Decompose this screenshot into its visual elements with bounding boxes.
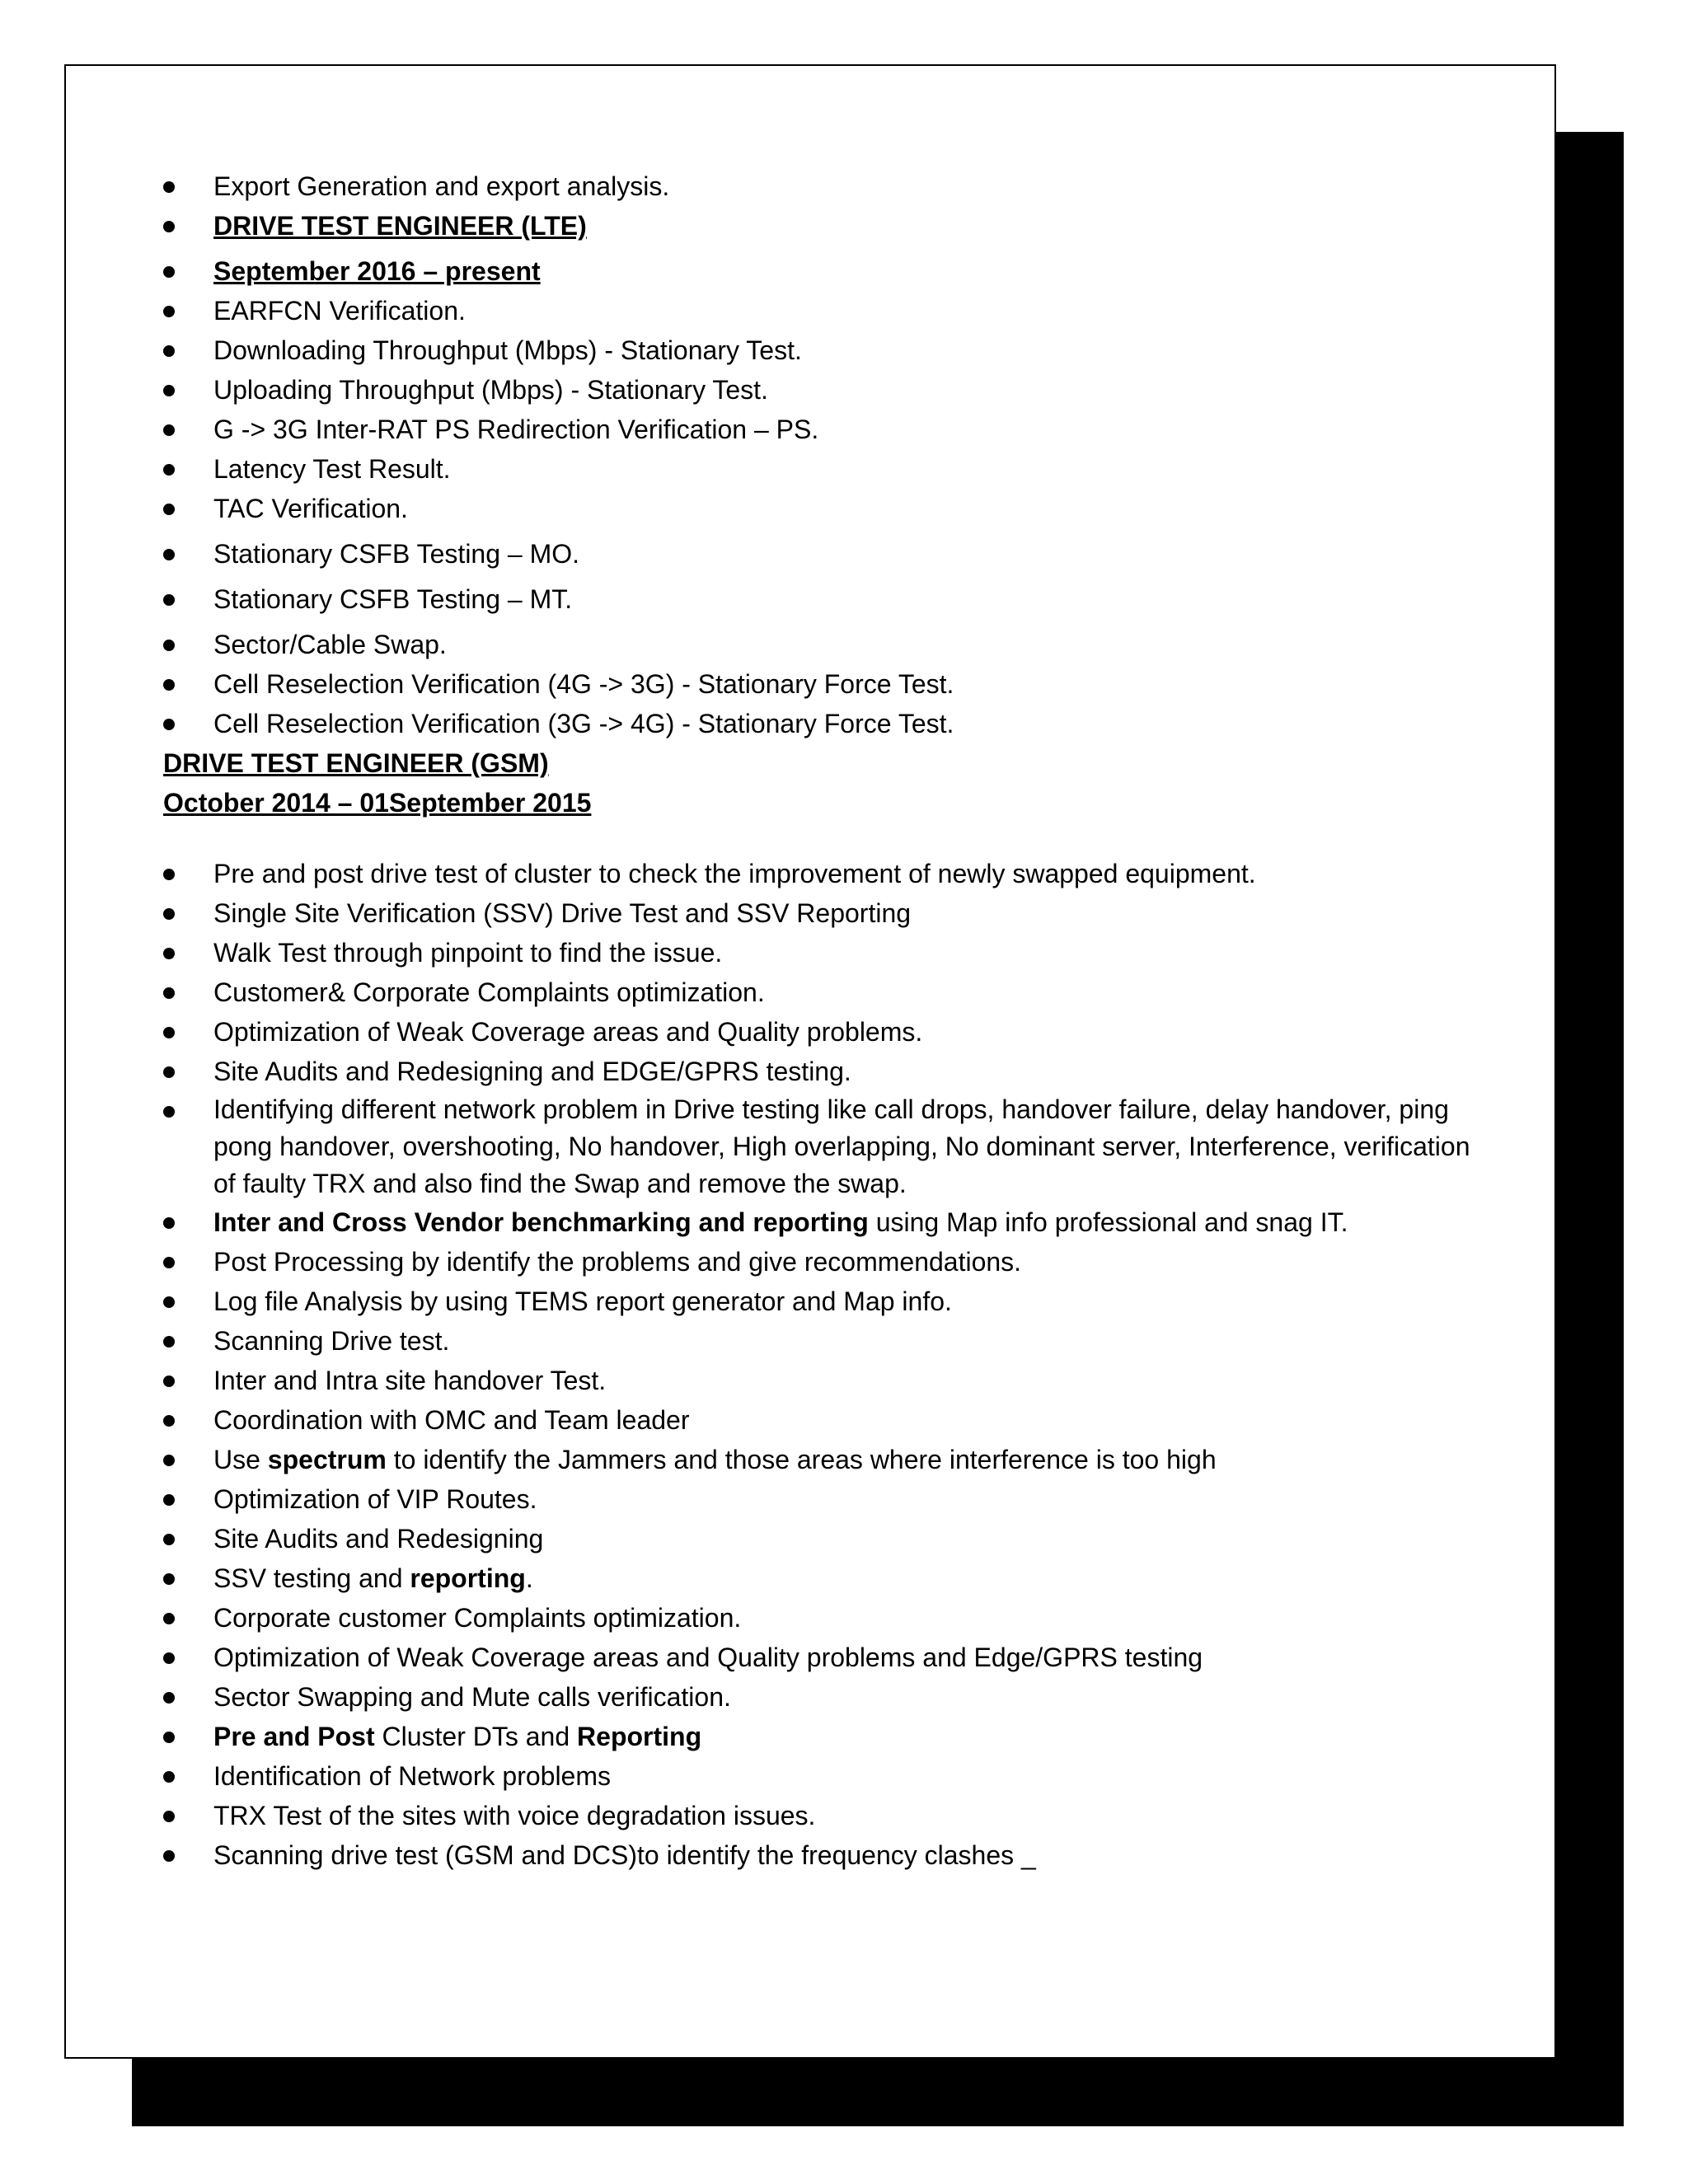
ssv-bold-text: reporting — [410, 1563, 526, 1593]
page-content — [163, 166, 1498, 1875]
gsm-list — [163, 854, 1498, 1875]
list-item: Sector Swapping and Mute calls verification. — [163, 1677, 1498, 1717]
list-item: Cell Reselection Verification (4G -> 3G) - Stationary Force Test. — [163, 664, 1498, 704]
list-item: Site Audits and Redesigning and EDGE/GPRS testing. — [163, 1052, 1498, 1091]
section-gap — [163, 823, 1498, 854]
list-item: Single Site Verification (SSV) Drive Test and SSV Reporting — [163, 893, 1498, 933]
lte-dates-heading: September 2016 – present — [163, 251, 1498, 291]
resume-page — [64, 64, 1556, 2059]
list-item: TAC Verification. — [163, 489, 1498, 528]
list-item: Scanning drive test (GSM and DCS)to identify the frequency clashes _ — [163, 1835, 1498, 1875]
benchmark-text: using Map info professional and snag IT. — [868, 1207, 1348, 1237]
ssv-post-text: . — [525, 1563, 533, 1593]
list-item: Sector/Cable Swap. — [163, 625, 1498, 664]
list-item-ssv — [163, 1558, 1498, 1598]
cluster-mid-text: Cluster DTs and — [374, 1722, 578, 1751]
spectrum-bold-text: spectrum — [267, 1445, 387, 1474]
list-item: Scanning Drive test. — [163, 1321, 1498, 1361]
list-item: Stationary CSFB Testing – MO. — [163, 534, 1498, 574]
benchmark-bold-text: Inter and Cross Vendor benchmarking and reporting — [213, 1207, 869, 1237]
list-item: Pre and post drive test of cluster to check the improvement of newly swapped equipment. — [163, 854, 1498, 893]
list-item: Post Processing by identify the problems and give recommendations. — [163, 1242, 1498, 1282]
list-item: Stationary CSFB Testing – MT. — [163, 579, 1498, 619]
list-item: Corporate customer Complaints optimization. — [163, 1598, 1498, 1638]
list-item: Optimization of Weak Coverage areas and Quality problems and Edge/GPRS testing — [163, 1638, 1498, 1677]
list-item: Uploading Throughput (Mbps) - Stationary Test. — [163, 370, 1498, 410]
list-item: Site Audits and Redesigning — [163, 1519, 1498, 1558]
list-item: TRX Test of the sites with voice degradation issues. — [163, 1796, 1498, 1835]
ssv-pre-text: SSV testing and — [213, 1563, 410, 1593]
list-item: Log file Analysis by using TEMS report generator and Map info. — [163, 1282, 1498, 1321]
list-item: Walk Test through pinpoint to find the issue. — [163, 933, 1498, 972]
list-item-benchmarking — [163, 1202, 1498, 1242]
list-item: Downloading Throughput (Mbps) - Stationary Test. — [163, 330, 1498, 370]
list-item: Optimization of Weak Coverage areas and Quality problems. — [163, 1012, 1498, 1052]
list-item: Latency Test Result. — [163, 449, 1498, 489]
list-item-spectrum — [163, 1440, 1498, 1479]
list-item: Export Generation and export analysis. — [163, 166, 1498, 206]
gsm-dates-heading: October 2014 – 01September 2015 — [163, 788, 592, 818]
lte-list — [163, 166, 1498, 743]
list-item: Cell Reselection Verification (3G -> 4G) - Stationary Force Test. — [163, 704, 1498, 743]
lte-role-heading: DRIVE TEST ENGINEER (LTE) — [163, 206, 1498, 246]
cluster-bold-text-1: Pre and Post — [213, 1722, 375, 1751]
list-item: Identification of Network problems — [163, 1756, 1498, 1796]
list-item: Inter and Intra site handover Test. — [163, 1361, 1498, 1400]
list-item-cluster — [163, 1717, 1498, 1756]
list-item: Coordination with OMC and Team leader — [163, 1400, 1498, 1440]
list-item: EARFCN Verification. — [163, 291, 1498, 330]
list-item: G -> 3G Inter-RAT PS Redirection Verification – PS. — [163, 410, 1498, 449]
list-item: Customer& Corporate Complaints optimization. — [163, 972, 1498, 1012]
spectrum-pre-text: Use — [213, 1445, 268, 1474]
spectrum-post-text: to identify the Jammers and those areas where interference is too high — [386, 1445, 1217, 1474]
list-item: Identifying different network problem in Drive testing like call drops, handover failure, delay handover, ping pong handover, overshooting, No handover, High overlapping, No dominant server, Interference, verification of faulty TRX and also find the Swap and remove the swap. — [163, 1091, 1498, 1202]
cluster-bold-text-2: Reporting — [577, 1722, 702, 1751]
gsm-role-heading: DRIVE TEST ENGINEER (GSM) — [163, 748, 549, 778]
list-item: Optimization of VIP Routes. — [163, 1479, 1498, 1519]
